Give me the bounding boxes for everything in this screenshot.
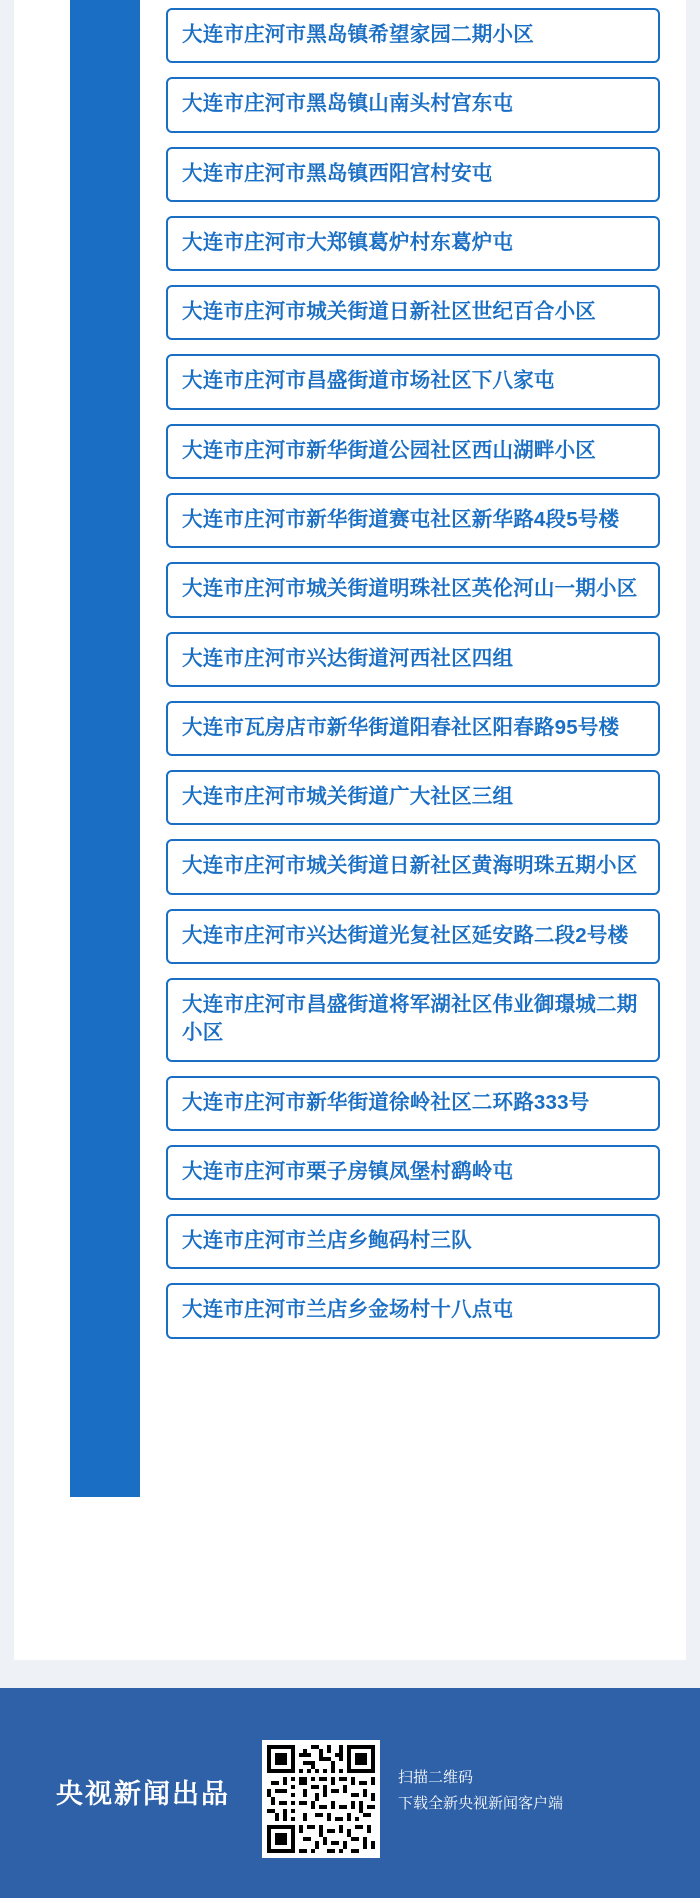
footer-band	[0, 1688, 700, 1898]
list-item[interactable]: 大连市庄河市新华街道赛屯社区新华路4段5号楼	[166, 493, 660, 548]
qr-caption	[398, 1765, 563, 1816]
list-item[interactable]: 大连市庄河市兰店乡鲍码村三队	[166, 1214, 660, 1269]
qr-caption-line1: 扫描二维码	[398, 1769, 474, 1786]
list-item[interactable]: 大连市庄河市城关街道日新社区世纪百合小区	[166, 285, 660, 340]
list-item[interactable]: 大连市庄河市栗子房镇凤堡村鹞岭屯	[166, 1145, 660, 1200]
content-card	[14, 0, 686, 1660]
list-item[interactable]: 大连市庄河市大郑镇葛炉村东葛炉屯	[166, 216, 660, 271]
list-item[interactable]: 大连市庄河市昌盛街道将军湖社区伟业御璟城二期小区	[166, 978, 660, 1062]
qr-caption-line2: 下载全新央视新闻客户端	[398, 1794, 564, 1812]
list-item[interactable]: 大连市庄河市黑岛镇希望家园二期小区	[166, 8, 660, 63]
list-item[interactable]: 大连市庄河市城关街道广大社区三组	[166, 770, 660, 825]
risk-area-list	[166, 8, 660, 1353]
list-item[interactable]: 大连市庄河市兰店乡金场村十八点屯	[166, 1283, 660, 1338]
list-item[interactable]: 大连市庄河市城关街道明珠社区英伦河山一期小区	[166, 562, 660, 617]
list-item[interactable]: 大连市瓦房店市新华街道阳春社区阳春路95号楼	[166, 701, 660, 756]
list-item[interactable]: 大连市庄河市兴达街道光复社区延安路二段2号楼	[166, 909, 660, 964]
list-item[interactable]: 大连市庄河市黑岛镇山南头村宫东屯	[166, 77, 660, 132]
accent-bar	[70, 0, 140, 1497]
qr-code-icon[interactable]	[262, 1740, 380, 1858]
list-item[interactable]: 大连市庄河市城关街道日新社区黄海明珠五期小区	[166, 839, 660, 894]
list-item[interactable]: 大连市庄河市黑岛镇西阳宫村安屯	[166, 147, 660, 202]
list-item[interactable]: 大连市庄河市兴达街道河西社区四组	[166, 632, 660, 687]
list-item[interactable]: 大连市庄河市新华街道公园社区西山湖畔小区	[166, 424, 660, 479]
brand-label: 央视新闻出品	[56, 1779, 230, 1809]
list-item[interactable]: 大连市庄河市新华街道徐岭社区二环路333号	[166, 1076, 660, 1131]
list-item[interactable]: 大连市庄河市昌盛街道市场社区下八家屯	[166, 354, 660, 409]
footer-content	[0, 1688, 700, 1898]
